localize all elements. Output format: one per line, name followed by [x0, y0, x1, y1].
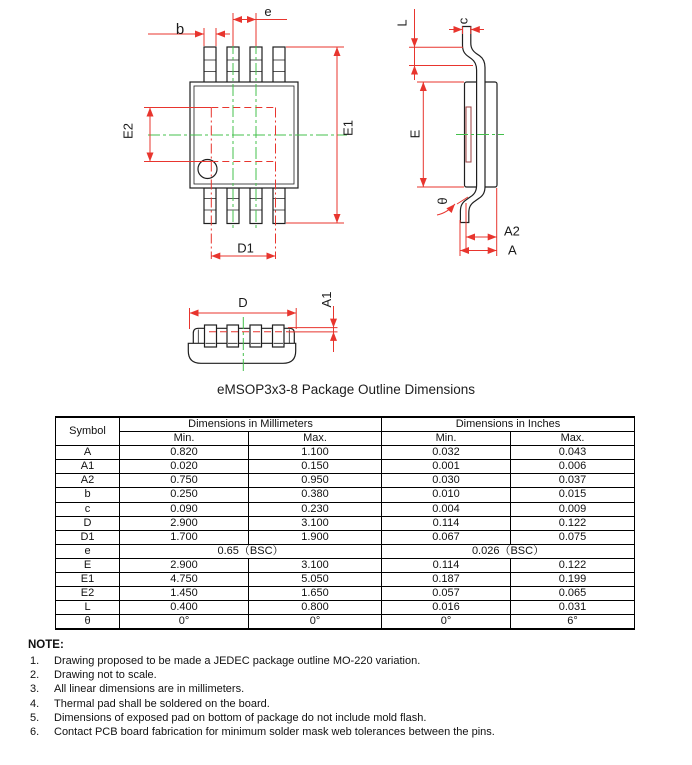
note-item	[30, 711, 495, 725]
note-text: Drawing proposed to be made a JEDEC package outline MO-220 variation.	[54, 655, 421, 667]
cell: 1.650	[249, 587, 382, 601]
note-text: Dimensions of exposed pad on bottom of package do not include mold flash.	[54, 711, 427, 724]
dim-b	[148, 21, 230, 46]
notes-heading: NOTE:	[28, 639, 64, 651]
table-row	[56, 615, 635, 630]
note-item	[30, 654, 495, 668]
dim-label-l: L	[394, 19, 410, 27]
notes-list	[30, 654, 495, 739]
cell: 0.004	[382, 502, 511, 516]
cell-symbol: A	[56, 446, 120, 460]
table-row	[56, 516, 635, 530]
dimensions-table	[55, 416, 635, 630]
cell: 2.900	[120, 558, 249, 572]
note-text: Drawing not to scale.	[54, 669, 157, 682]
note-number: 4.	[30, 697, 40, 710]
cell: 1.450	[120, 587, 249, 601]
figure-title: eMSOP3x3-8 Package Outline Dimensions	[216, 382, 476, 397]
dim-label-e2: E2	[120, 123, 136, 139]
note-number: 3.	[30, 683, 40, 696]
cell: 0.010	[382, 488, 511, 502]
cell: 0.800	[249, 601, 382, 615]
dim-label-e-side: E	[407, 129, 423, 139]
note-item	[30, 668, 495, 682]
side-view-drawing	[395, 9, 520, 258]
cell-symbol: c	[56, 502, 120, 516]
cell: 0.067	[382, 530, 511, 544]
dim-label-theta: θ	[435, 197, 450, 205]
cell: 2.900	[120, 516, 249, 530]
note-item	[30, 697, 495, 711]
dim-label-c: c	[455, 17, 471, 25]
dim-label-e: e	[264, 4, 272, 19]
dim-e-side	[408, 82, 465, 187]
cell: 1.700	[120, 530, 249, 544]
note-text: All linear dimensions are in millimeters.	[54, 683, 245, 696]
cell: 0.030	[382, 474, 511, 488]
cell: 0.950	[249, 474, 382, 488]
cell: 0.187	[382, 573, 511, 587]
cell: 0.043	[511, 446, 635, 460]
table-row	[56, 573, 635, 587]
cell-symbol: e	[56, 544, 120, 558]
subheader-in-min: Min.	[382, 432, 511, 446]
cell: 0°	[120, 615, 249, 630]
table-row	[56, 446, 635, 460]
dim-d1	[211, 241, 275, 257]
dim-label-d: D	[238, 295, 248, 310]
cell-symbol: D1	[56, 530, 120, 544]
cell-symbol: θ	[56, 615, 120, 630]
cell: 0.015	[511, 488, 635, 502]
dim-label-a1: A1	[319, 291, 334, 308]
cell: 0.016	[382, 601, 511, 615]
cell: 0.250	[120, 488, 249, 502]
note-text: Contact PCB board fabrication for minimum solder mask web tolerances between the pins.	[54, 726, 495, 739]
cell-symbol: E1	[56, 573, 120, 587]
cell: 0.150	[249, 460, 382, 474]
cell: 0.122	[511, 558, 635, 572]
dim-label-b: b	[175, 21, 185, 38]
note-number: 2.	[30, 669, 40, 682]
table-row	[56, 558, 635, 572]
cell-mm-span: 0.65（BSC）	[120, 544, 382, 558]
dim-label-e1: E1	[340, 120, 356, 136]
cell: 3.100	[249, 516, 382, 530]
cell: 0.199	[511, 573, 635, 587]
cell: 0.009	[511, 502, 635, 516]
cell-in-span: 0.026（BSC）	[382, 544, 635, 558]
table-row	[56, 460, 635, 474]
cell: 0.090	[120, 502, 249, 516]
cell: 0.820	[120, 446, 249, 460]
dim-label-a2: A2	[504, 223, 520, 239]
cell: 0.230	[249, 502, 382, 516]
cell-symbol: b	[56, 488, 120, 502]
note-number: 1.	[30, 655, 40, 667]
cell-symbol: D	[56, 516, 120, 530]
cell-symbol: L	[56, 601, 120, 615]
table-row	[56, 488, 635, 502]
dim-e	[233, 4, 287, 46]
note-item	[30, 682, 495, 696]
cell: 0°	[382, 615, 511, 630]
table-row	[56, 474, 635, 488]
cell: 0.065	[511, 587, 635, 601]
subheader-in-max: Max.	[511, 432, 635, 446]
cell: 0°	[249, 615, 382, 630]
top-view-centerlines	[148, 42, 347, 229]
cell: 0.075	[511, 530, 635, 544]
note-number: 6.	[30, 726, 40, 739]
cell-symbol: E2	[56, 587, 120, 601]
cell: 5.050	[249, 573, 382, 587]
cell-symbol: E	[56, 558, 120, 572]
cell: 0.037	[511, 474, 635, 488]
cell: 1.100	[249, 446, 382, 460]
cell: 0.114	[382, 516, 511, 530]
cell: 0.380	[249, 488, 382, 502]
cell-symbol: A2	[56, 474, 120, 488]
table-row-e-bsc	[56, 544, 635, 558]
front-view-drawing	[188, 292, 337, 373]
top-view-drawing	[121, 4, 356, 259]
cell: 0.400	[120, 601, 249, 615]
col-header-mm: Dimensions in Millimeters	[120, 417, 382, 432]
cell: 6°	[511, 615, 635, 630]
cell: 0.750	[120, 474, 249, 488]
cell: 0.057	[382, 587, 511, 601]
note-number: 5.	[30, 711, 40, 724]
note-item	[30, 725, 495, 739]
note-text: Thermal pad shall be soldered on the board.	[54, 697, 270, 710]
cell-symbol: A1	[56, 460, 120, 474]
cell: 1.900	[249, 530, 382, 544]
cell: 4.750	[120, 573, 249, 587]
table-row	[56, 601, 635, 615]
cell: 0.020	[120, 460, 249, 474]
dimensions-table-wrap	[55, 416, 635, 630]
cell: 0.032	[382, 446, 511, 460]
table-row	[56, 502, 635, 516]
dim-label-a: A	[508, 242, 517, 258]
cell: 0.122	[511, 516, 635, 530]
cell: 0.114	[382, 558, 511, 572]
table-row	[56, 530, 635, 544]
cell: 0.001	[382, 460, 511, 474]
col-header-inch: Dimensions in Inches	[382, 417, 635, 432]
cell: 3.100	[249, 558, 382, 572]
col-header-symbol: Symbol	[56, 417, 120, 446]
dim-label-d1: D1	[237, 240, 254, 256]
cell: 0.006	[511, 460, 635, 474]
table-row	[56, 587, 635, 601]
subheader-mm-max: Max.	[249, 432, 382, 446]
subheader-mm-min: Min.	[120, 432, 249, 446]
cell: 0.031	[511, 601, 635, 615]
